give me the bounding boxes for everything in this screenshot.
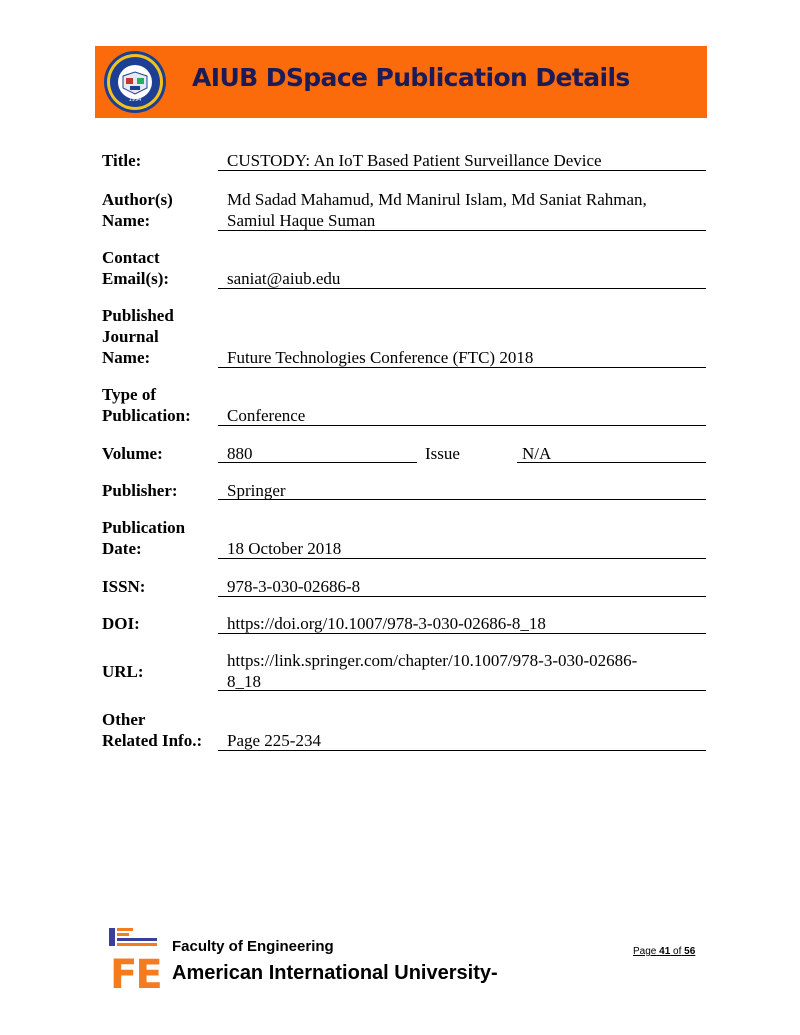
- header-banner: [95, 46, 707, 118]
- volume-rule: [218, 462, 417, 463]
- journal-label-3: Name:: [102, 348, 151, 367]
- title-value: CUSTODY: An IoT Based Patient Surveillance Device: [227, 151, 602, 170]
- date-value: 18 October 2018: [227, 539, 342, 558]
- url-link-line-2[interactable]: 8_18: [227, 672, 261, 691]
- other-rule: [218, 750, 706, 751]
- email-rule: [218, 288, 706, 289]
- volume-label: Volume:: [102, 444, 163, 463]
- email-label-1: Contact: [102, 248, 160, 267]
- journal-label-1: Published: [102, 306, 174, 325]
- publisher-value: Springer: [227, 481, 286, 500]
- page-of: of: [673, 946, 682, 957]
- page-prefix: Page: [633, 946, 657, 957]
- type-value: Conference: [227, 406, 306, 425]
- email-label-2: Email(s):: [102, 269, 170, 288]
- date-rule: [218, 558, 706, 559]
- issue-value: N/A: [522, 444, 552, 463]
- issn-value: 978-3-030-02686-8: [227, 577, 361, 596]
- page-total: 56: [684, 946, 696, 957]
- type-label-1: Type of: [102, 385, 156, 404]
- footer-university: American International University-: [172, 962, 498, 984]
- page-title: AIUB DSpace Publication Details: [192, 63, 630, 92]
- doi-label: DOI:: [102, 614, 140, 633]
- journal-value: Future Technologies Conference (FTC) 2018: [227, 348, 534, 367]
- seal-year: 1994: [128, 97, 142, 103]
- journal-label-2: Journal: [102, 327, 159, 346]
- url-label: URL:: [102, 662, 144, 681]
- volume-value: 880: [227, 444, 253, 463]
- page-number: [633, 946, 695, 957]
- email-value[interactable]: saniat@aiub.edu: [227, 269, 341, 288]
- doi-rule: [218, 633, 706, 634]
- issn-label: ISSN:: [102, 577, 146, 596]
- issue-label: Issue: [425, 444, 460, 463]
- type-rule: [218, 425, 706, 426]
- authors-label-2: Name:: [102, 211, 151, 230]
- other-value: Page 225-234: [227, 731, 321, 750]
- authors-rule: [218, 230, 706, 231]
- title-label: Title:: [102, 151, 142, 170]
- issue-rule: [517, 462, 706, 463]
- authors-label-1: Author(s): [102, 190, 173, 209]
- authors-value-1: Md Sadad Mahamud, Md Manirul Islam, Md Saniat Rahman,: [227, 190, 647, 209]
- type-label-2: Publication:: [102, 406, 191, 425]
- logo-letters: FE: [110, 952, 161, 990]
- publisher-label: Publisher:: [102, 481, 178, 500]
- faculty-engineering-logo: [109, 928, 161, 990]
- footer-faculty: Faculty of Engineering: [172, 938, 334, 955]
- other-label-2: Related Info.:: [102, 731, 203, 750]
- url-link-line-1[interactable]: https://link.springer.com/chapter/10.1007/978-3-030-02686-: [227, 651, 638, 670]
- authors-value-2: Samiul Haque Suman: [227, 211, 376, 230]
- date-label-2: Date:: [102, 539, 142, 558]
- title-rule: [218, 170, 706, 171]
- other-label-1: Other: [102, 710, 146, 729]
- date-label-1: Publication: [102, 518, 186, 537]
- issn-rule: [218, 596, 706, 597]
- doi-link[interactable]: https://doi.org/10.1007/978-3-030-02686-8_18: [227, 614, 546, 633]
- page-current: 41: [659, 946, 671, 957]
- journal-rule: [218, 367, 706, 368]
- publisher-rule: [218, 499, 706, 500]
- university-seal-logo: [103, 50, 167, 114]
- url-rule: [218, 690, 706, 691]
